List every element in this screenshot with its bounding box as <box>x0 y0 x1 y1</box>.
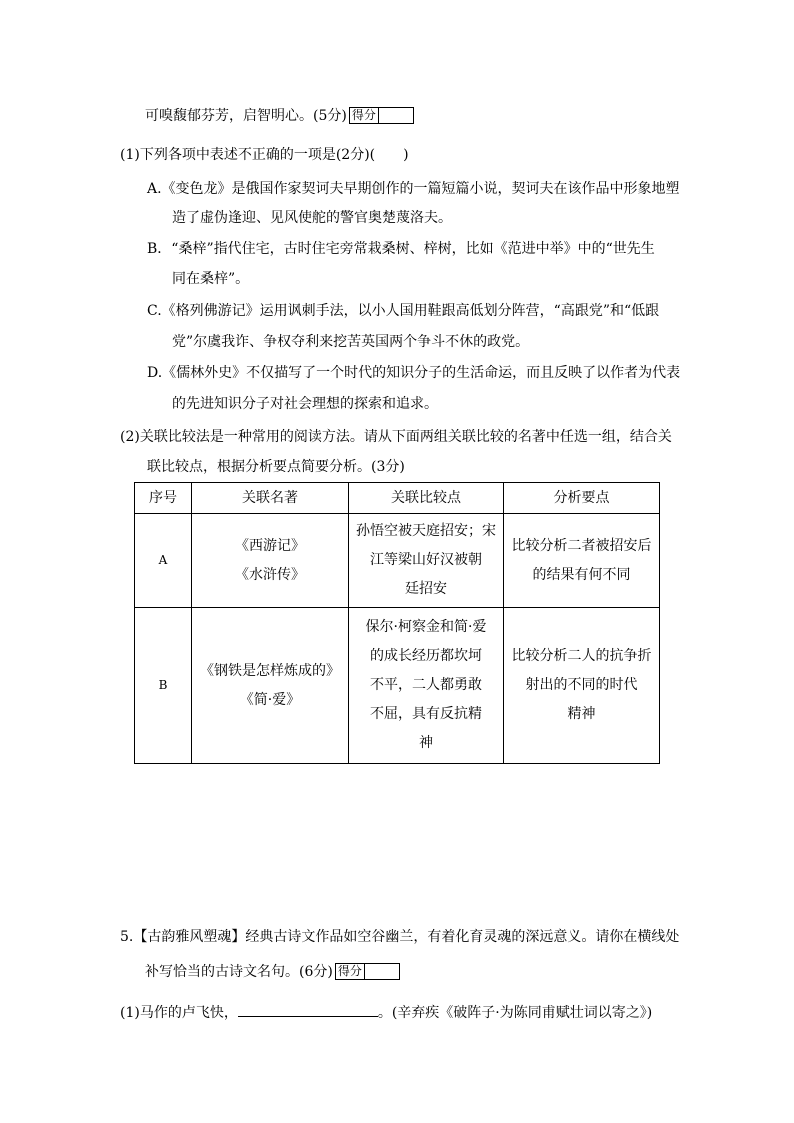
row-b-id: B <box>135 608 192 764</box>
intro-text: 可嗅馥郁芬芳，启智明心。(5分) <box>145 108 347 124</box>
row-b-compare-5: 神 <box>419 735 433 751</box>
row-b-compare-4: 不屈，具有反抗精 <box>370 706 482 722</box>
q1-option-d-line1: D.《儒林外史》不仅描写了一个时代的知识分子的生活命运，而且反映了以作者为代表 <box>147 365 681 381</box>
score-label: 得分 <box>350 108 379 123</box>
row-b-analysis-1: 比较分析二人的抗争折 <box>511 648 652 664</box>
q5-sub1-prefix: (1)马作的卢飞快， <box>120 1005 238 1021</box>
row-b-analysis <box>504 608 660 764</box>
score-box <box>349 107 414 124</box>
row-a-compare-2: 江等梁山好汉被朝 <box>370 552 482 568</box>
q5-line2-wrap <box>145 963 400 981</box>
intro-line <box>145 107 414 125</box>
header-works: 关联名著 <box>192 483 349 514</box>
header-compare: 关联比较点 <box>349 483 504 514</box>
q5-sub1 <box>120 1002 652 1022</box>
table-header-row <box>135 483 660 514</box>
row-b-work-1: 《钢铁是怎样炼成的》 <box>200 662 340 679</box>
row-b-analysis-3: 精神 <box>567 706 596 722</box>
row-b-works <box>192 608 349 764</box>
q1-option-b-line2: 同在桑梓”。 <box>172 271 250 287</box>
q1-option-b-line1: B．“桑梓”指代住宅，古时住宅旁常栽桑树、梓树，比如《范进中举》中的“世先生 <box>147 241 655 257</box>
row-a-compare-3: 廷招安 <box>405 581 447 597</box>
row-a-analysis-1: 比较分析二者被招安后 <box>511 537 652 554</box>
q1-stem: (1)下列各项中表述不正确的一项是(2分)( ) <box>120 147 409 163</box>
q1-option-c-line2: 党”尔虞我诈、争权夺利来挖苦英国两个争斗不休的政党。 <box>172 334 530 350</box>
row-a-compare <box>349 514 504 608</box>
q1-option-c-line1: C.《格列佛游记》运用讽刺手法，以小人国用鞋跟高低划分阵营，“高跟党”和“低跟 <box>147 303 660 319</box>
q1-option-a-line2: 造了虚伪逢迎、见风使舵的警官奥楚蔑洛夫。 <box>172 210 452 226</box>
q2-line2: 联比较点，根据分析要点简要分析。(3分) <box>147 459 405 475</box>
table-row <box>135 514 660 608</box>
row-b-compare-2: 的成长经历都坎坷 <box>370 648 482 664</box>
row-b-compare-1: 保尔·柯察金和简·爱 <box>365 619 487 635</box>
row-a-work-2: 《水浒传》 <box>235 566 305 583</box>
row-a-work-1: 《西游记》 <box>235 537 305 554</box>
header-analysis: 分析要点 <box>504 483 660 514</box>
row-a-id: A <box>135 514 192 608</box>
table-row <box>135 608 660 764</box>
row-a-compare-1: 孙悟空被天庭招安；宋 <box>356 523 496 539</box>
row-a-works <box>192 514 349 608</box>
row-b-work-2: 《简·爱》 <box>239 691 301 708</box>
comparison-table <box>134 482 660 764</box>
row-b-analysis-2: 射出的不同的时代 <box>525 677 638 693</box>
score-label-q5: 得分 <box>336 964 365 979</box>
q2-line1: (2)关联比较法是一种常用的阅读方法。请从下面两组关联比较的名著中任选一组，结合关 <box>120 429 672 445</box>
q1-option-a-line1: A.《变色龙》是俄国作家契诃夫早期创作的一篇短篇小说，契诃夫在该作品中形象地塑 <box>147 181 680 197</box>
q5-line2: 补写恰当的古诗文名句。(6分) <box>145 964 333 980</box>
q5-sub1-suffix: 。(辛弃疾《破阵子·为陈同甫赋壮词以寄之》) <box>377 1005 653 1021</box>
q1-option-d-line2: 的先进知识分子对社会理想的探索和追求。 <box>172 396 438 412</box>
row-b-compare <box>349 608 504 764</box>
row-a-analysis <box>504 514 660 608</box>
row-a-analysis-2: 的结果有何不同 <box>532 566 631 583</box>
header-id: 序号 <box>135 483 192 514</box>
row-b-compare-3: 不平，二人都勇敢 <box>370 677 482 693</box>
q5-line1: 5.【古韵雅风塑魂】经典古诗文作品如空谷幽兰，有着化育灵魂的深远意义。请你在横线处 <box>120 929 680 945</box>
q5-sub1-answer-blank[interactable] <box>238 1002 378 1017</box>
score-box-q5 <box>335 963 400 980</box>
